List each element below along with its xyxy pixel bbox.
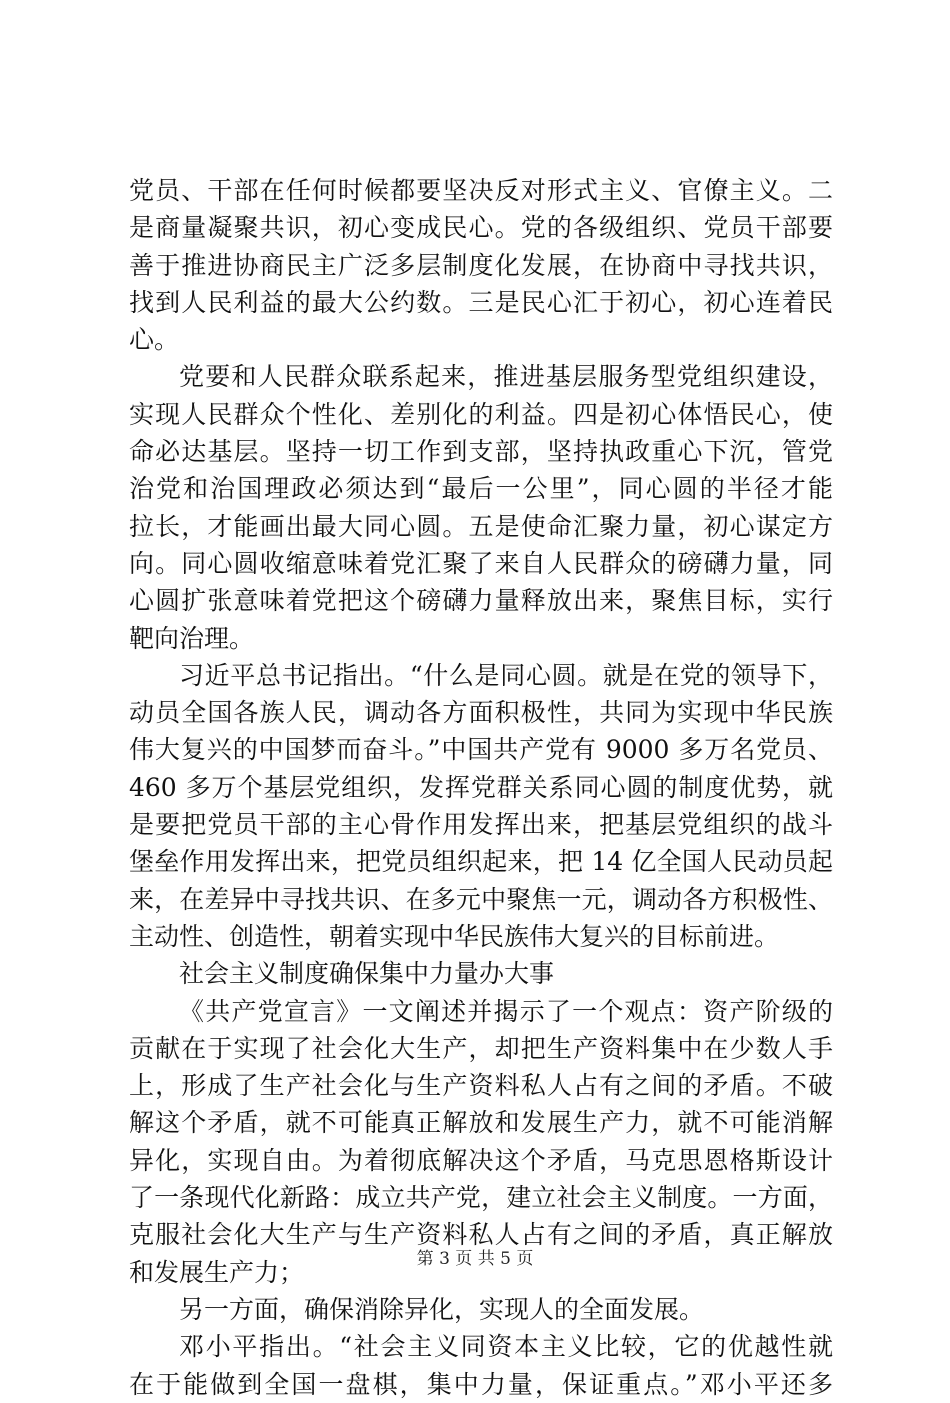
paragraph-start-line: 党要和人民群众联系起来，推进基层服务型党组织建设， xyxy=(179,362,833,392)
text-line: 是商量凝聚共识，初心变成民心。党的各级组织、党员干部要 xyxy=(129,213,833,243)
text-line: 了一条现代化新路：成立共产党，建立社会主义制度。一方面， xyxy=(129,1183,833,1213)
page-number-footer: 第 3 页 共 5 页 xyxy=(416,1249,534,1269)
text-line: 和发展生产力； xyxy=(129,1257,305,1287)
text-line: 心。 xyxy=(129,325,180,355)
text-line: 在于能做到全国一盘棋，集中力量，保证重点。”邓小平还多 xyxy=(129,1369,833,1399)
section-heading: 社会主义制度确保集中力量办大事 xyxy=(179,959,555,989)
text-line: 上，形成了生产社会化与生产资料私人占有之间的矛盾。不破 xyxy=(129,1071,833,1101)
paragraph-start-line: 习近平总书记指出。“什么是同心圆。就是在党的领导下， xyxy=(179,660,833,690)
document-body xyxy=(129,172,833,1403)
text-line: 贡献在于实现了社会化大生产，却把生产资料集中在少数人手 xyxy=(129,1033,833,1063)
text-line: 来，在差异中寻找共识、在多元中聚焦一元，调动各方积极性、 xyxy=(129,884,833,914)
text-line: 异化，实现自由。为着彻底解决这个矛盾，马克思恩格斯设计 xyxy=(129,1145,833,1175)
text-line: 找到人民利益的最大公约数。三是民心汇于初心，初心连着民 xyxy=(129,287,833,317)
text-line: 心圆扩张意味着党把这个磅礴力量释放出来，聚焦目标，实行 xyxy=(129,586,833,616)
text-line: 解这个矛盾，就不可能真正解放和发展生产力，就不可能消解 xyxy=(129,1108,833,1138)
text-line: 善于推进协商民主广泛多层制度化发展，在协商中寻找共识， xyxy=(129,250,833,280)
paragraph-start-line: 另一方面，确保消除异化，实现人的全面发展。 xyxy=(179,1294,705,1324)
text-line: 460 多万个基层党组织，发挥党群关系同心圆的制度优势，就 xyxy=(129,772,833,802)
text-line: 拉长，才能画出最大同心圆。五是使命汇聚力量，初心谋定方 xyxy=(129,511,833,541)
text-line: 堡垒作用发挥出来，把党员组织起来，把 14 亿全国人民动员起 xyxy=(129,847,833,877)
text-line: 向。同心圆收缩意味着党汇聚了来自人民群众的磅礴力量，同 xyxy=(129,548,833,578)
text-line: 是要把党员干部的主心骨作用发挥出来，把基层党组织的战斗 xyxy=(129,810,833,840)
text-line: 伟大复兴的中国梦而奋斗。”中国共产党有 9000 多万名党员、 xyxy=(129,735,833,765)
text-line: 动员全国各族人民，调动各方面积极性，共同为实现中华民族 xyxy=(129,698,833,728)
text-line: 克服社会化大生产与生产资料私人占有之间的矛盾，真正解放 xyxy=(129,1220,833,1250)
text-line: 治党和治国理政必须达到“最后一公里”，同心圆的半径才能 xyxy=(129,474,833,504)
paragraph-start-line: 邓小平指出。“社会主义同资本主义比较，它的优越性就 xyxy=(179,1332,833,1362)
text-line: 靶向治理。 xyxy=(129,623,255,653)
text-line: 命必达基层。坚持一切工作到支部，坚持执政重心下沉，管党 xyxy=(129,437,833,467)
paragraph-start-line: 《共产党宣言》一文阐述并揭示了一个观点：资产阶级的 xyxy=(179,996,833,1026)
text-line: 实现人民群众个性化、差别化的利益。四是初心体悟民心，使 xyxy=(129,399,833,429)
text-line: 党员、干部在任何时候都要坚决反对形式主义、官僚主义。二 xyxy=(129,176,833,205)
text-line: 主动性、创造性，朝着实现中华民族伟大复兴的目标前进。 xyxy=(129,921,780,951)
